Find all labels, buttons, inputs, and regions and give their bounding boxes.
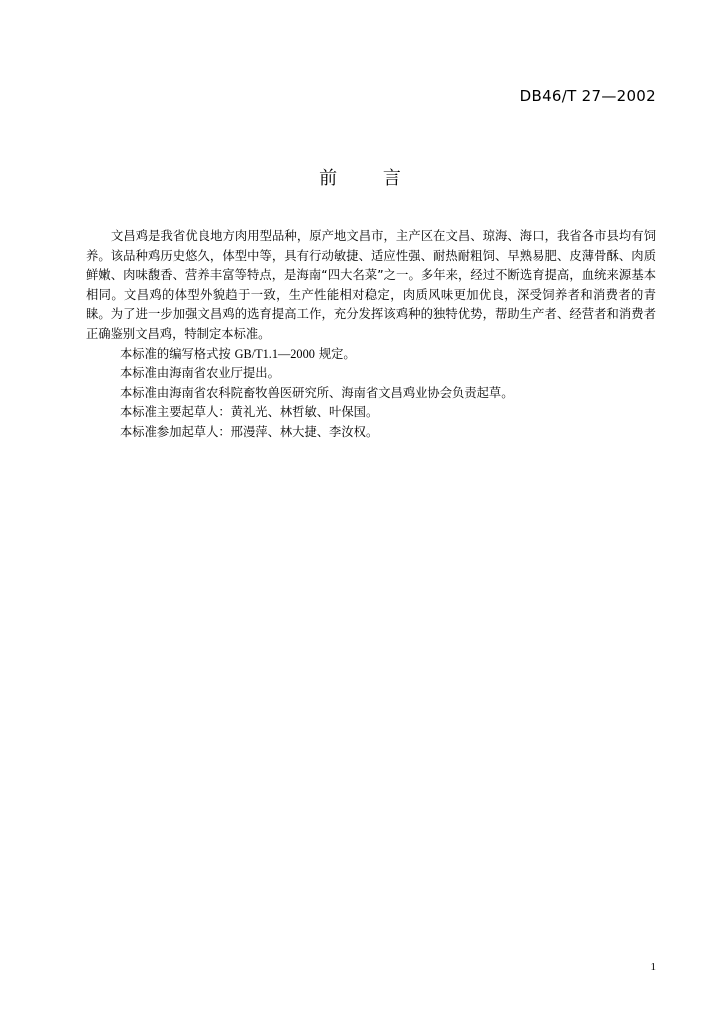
- standard-code: DB46/T 27—2002: [519, 87, 656, 105]
- participating-drafters-statement: 本标准参加起草人：邢漫萍、林大捷、李汝权。: [120, 424, 379, 439]
- drafting-units-statement: 本标准由海南省农科院畜牧兽医研究所、海南省文昌鸡业协会负责起草。: [120, 385, 514, 400]
- format-statement-prefix: 本标准的编写格式按: [120, 346, 231, 361]
- foreword-paragraph: 文昌鸡是我省优良地方肉用型品种，原产地文昌市，主产区在文昌、琼海、海口，我省各市县均有饲养。该品种鸡历史悠久，体型中等，具有行动敏捷、适应性强、耐热耐粗饲、早熟易肥、皮薄骨酥、肉质鲜嫩、肉味馥香、营养丰富等特点，是海南“四大名菜”之一。多年来，经过不断选育提高，血统来源基本相同。文昌鸡的体型外貌趋于一致，生产性能相对稳定，肉质风味更加优良，深受饲养者和消费者的青睐。为了进一步加强文昌鸡的选育提高工作，充分发挥该鸡种的独特优势，帮助生产者、经营者和消费者正确鉴别文昌鸡，特制定本标准。: [86, 229, 656, 341]
- proposed-by-statement: 本标准由海南省农业厅提出。: [120, 366, 280, 381]
- format-standard-ref: GB/T1.1—2000: [234, 346, 315, 361]
- page-number: 1: [650, 961, 656, 973]
- page-title: 前 言: [319, 168, 421, 189]
- main-drafters-statement: 本标准主要起草人：黄礼光、林哲敏、叶保国。: [120, 405, 379, 420]
- format-statement-suffix: 规定。: [318, 346, 356, 361]
- format-statement: [86, 345, 656, 365]
- foreword-body: [86, 227, 656, 443]
